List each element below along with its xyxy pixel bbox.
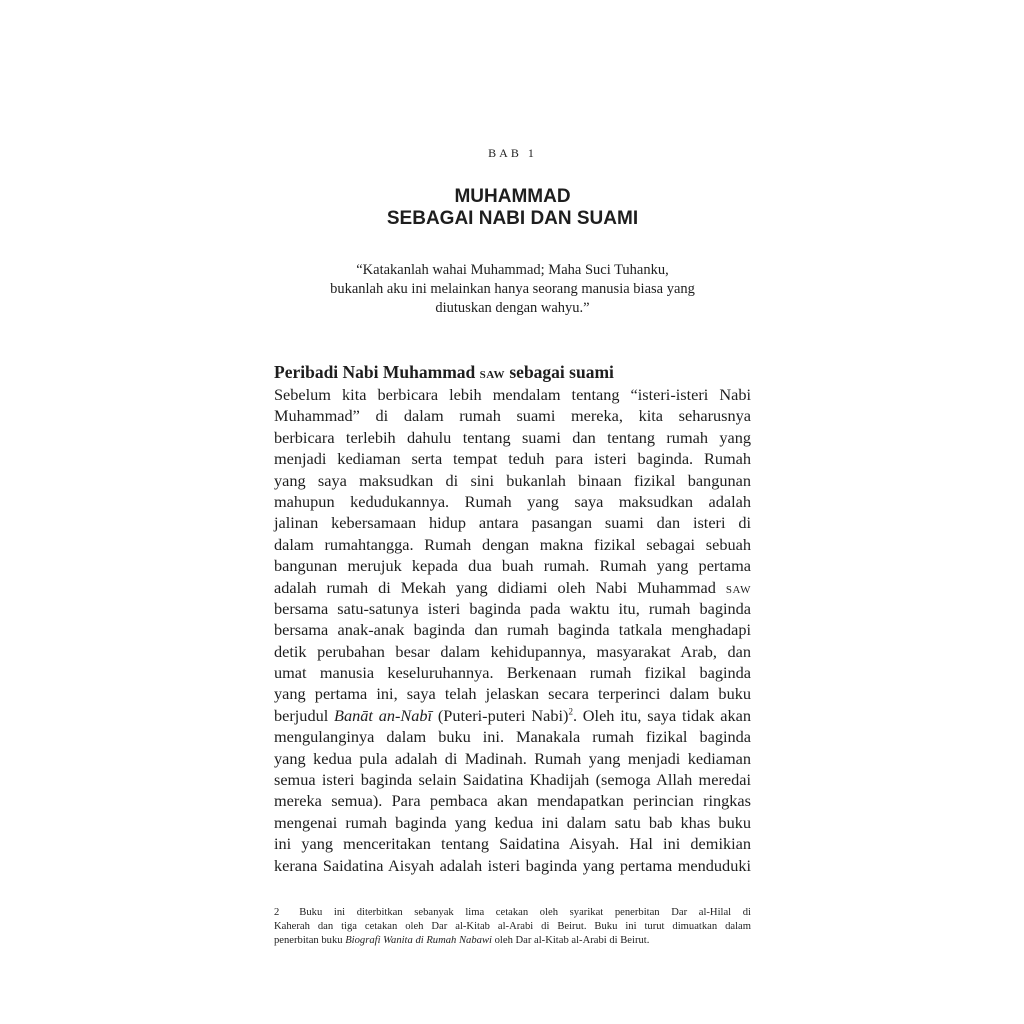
footnote-ref[interactable]: 2: [568, 706, 573, 717]
epigraph-quote: [274, 261, 751, 318]
section-heading-pre: Peribadi Nabi Muhammad: [274, 362, 476, 382]
chapter-title: [274, 186, 751, 230]
epigraph-line-1: “Katakanlah wahai Muhammad; Maha Suci Tuhanku,: [356, 262, 669, 278]
body-line: bersama satu-satunya isteri baginda pada waktu itu, rumah baginda: [274, 598, 751, 618]
footnote: [274, 906, 751, 949]
body-line: dalam rumahtangga. Rumah dengan makna fizikal sebagai sebuah: [274, 534, 751, 554]
footnote-text: penerbitan buku: [274, 935, 343, 947]
section-heading-saw: SAW: [479, 369, 505, 381]
section-heading-post: sebagai suami: [509, 362, 614, 382]
saw-abbrev: SAW: [725, 583, 751, 596]
body-line: menjadi kediaman serta tempat teduh para isteri baginda. Rumah: [274, 449, 751, 469]
footnote-line-2: Kaherah dan tiga cetakan oleh Dar al-Kitab al-Arabi di Beirut. Buku ini turut dimuatkan dalam: [274, 921, 751, 933]
book-page: [274, 0, 751, 1024]
section-heading: [274, 361, 751, 386]
footnote-text: oleh Dar al-Kitab al-Arabi di Beirut.: [494, 935, 650, 947]
body-line: ini yang menceritakan tentang Saidatina Aisyah. Hal ini demikian: [274, 834, 751, 854]
epigraph-line-2: bukanlah aku ini melainkan hanya seorang manusia biasa yang: [330, 281, 695, 297]
body-line: Muhammad” di dalam rumah suami mereka, kita seharusnya: [274, 406, 751, 426]
body-line: yang saya maksudkan di sini bukanlah binaan fizikal bangunan: [274, 470, 751, 490]
body-line: kerana Saidatina Aisyah adalah isteri baginda yang pertama menduduki: [274, 855, 751, 875]
body-line: semua isteri baginda selain Saidatina Khadijah (semoga Allah meredai: [274, 770, 751, 790]
body-line-text: . Oleh itu, saya tidak akan: [572, 705, 752, 725]
chapter-label: BAB 1: [488, 146, 537, 160]
body-line: umat manusia keseluruhannya. Berkenaan rumah fizikal baginda: [274, 663, 751, 683]
body-line: bangunan merujuk kepada dua buah rumah. Rumah yang pertama: [274, 556, 751, 576]
body-line: mengulanginya dalam buku ini. Manakala rumah fizikal baginda: [274, 727, 751, 747]
body-line: mengenai rumah baginda yang kedua ini dalam satu bab khas buku: [274, 812, 751, 832]
body-line: yang pertama ini, saya telah jelaskan secara terperinci dalam buku: [274, 684, 751, 704]
body-line: [274, 577, 751, 598]
body-line: bersama anak-anak baginda dan rumah baginda tatkala menghadapi: [274, 620, 751, 640]
body-line: [274, 705, 751, 726]
footnote-line-1: [274, 906, 751, 920]
footnote-book-title: Biografi Wanita di Rumah Nabawi: [345, 935, 492, 947]
body-line: yang kedua pula adalah di Madinah. Rumah yang menjadi kediaman: [274, 748, 751, 768]
chapter-title-line-1: MUHAMMAD: [454, 186, 571, 207]
body-line: mahupun kedudukannya. Rumah yang saya maksudkan adalah: [274, 491, 751, 511]
body-line-text: berjudul: [274, 705, 329, 725]
epigraph-line-3: diutuskan dengan wahyu.”: [435, 300, 590, 316]
body-line: detik perubahan besar dalam kehidupannya, masyarakat Arab, dan: [274, 641, 751, 661]
body-line: jalinan kebersamaan hidup antara pasangan suami dan isteri di: [274, 513, 751, 533]
body-paragraph: [274, 384, 751, 876]
book-title-italic: Banāt an-Nabī: [334, 705, 433, 725]
footnote-number: 2: [274, 907, 280, 918]
chapter-title-line-2: SEBAGAI NABI DAN SUAMI: [386, 208, 639, 229]
book-title-translation: (Puteri-puteri Nabi): [437, 705, 569, 725]
body-line-text: adalah rumah di Mekah yang didiami oleh Nabi Muhammad: [274, 577, 716, 597]
body-line: mereka semua). Para pembaca akan mendapatkan perincian ringkas: [274, 791, 751, 811]
body-line: Sebelum kita berbicara lebih mendalam tentang “isteri-isteri Nabi: [274, 385, 751, 404]
footnote-line-3: [274, 934, 751, 948]
body-line: berbicara terlebih dahulu tentang suami dan tentang rumah yang: [274, 427, 751, 447]
footnote-text: Buku ini diterbitkan sebanyak lima cetakan oleh syarikat penerbitan Dar al-Hilal di: [299, 907, 751, 918]
